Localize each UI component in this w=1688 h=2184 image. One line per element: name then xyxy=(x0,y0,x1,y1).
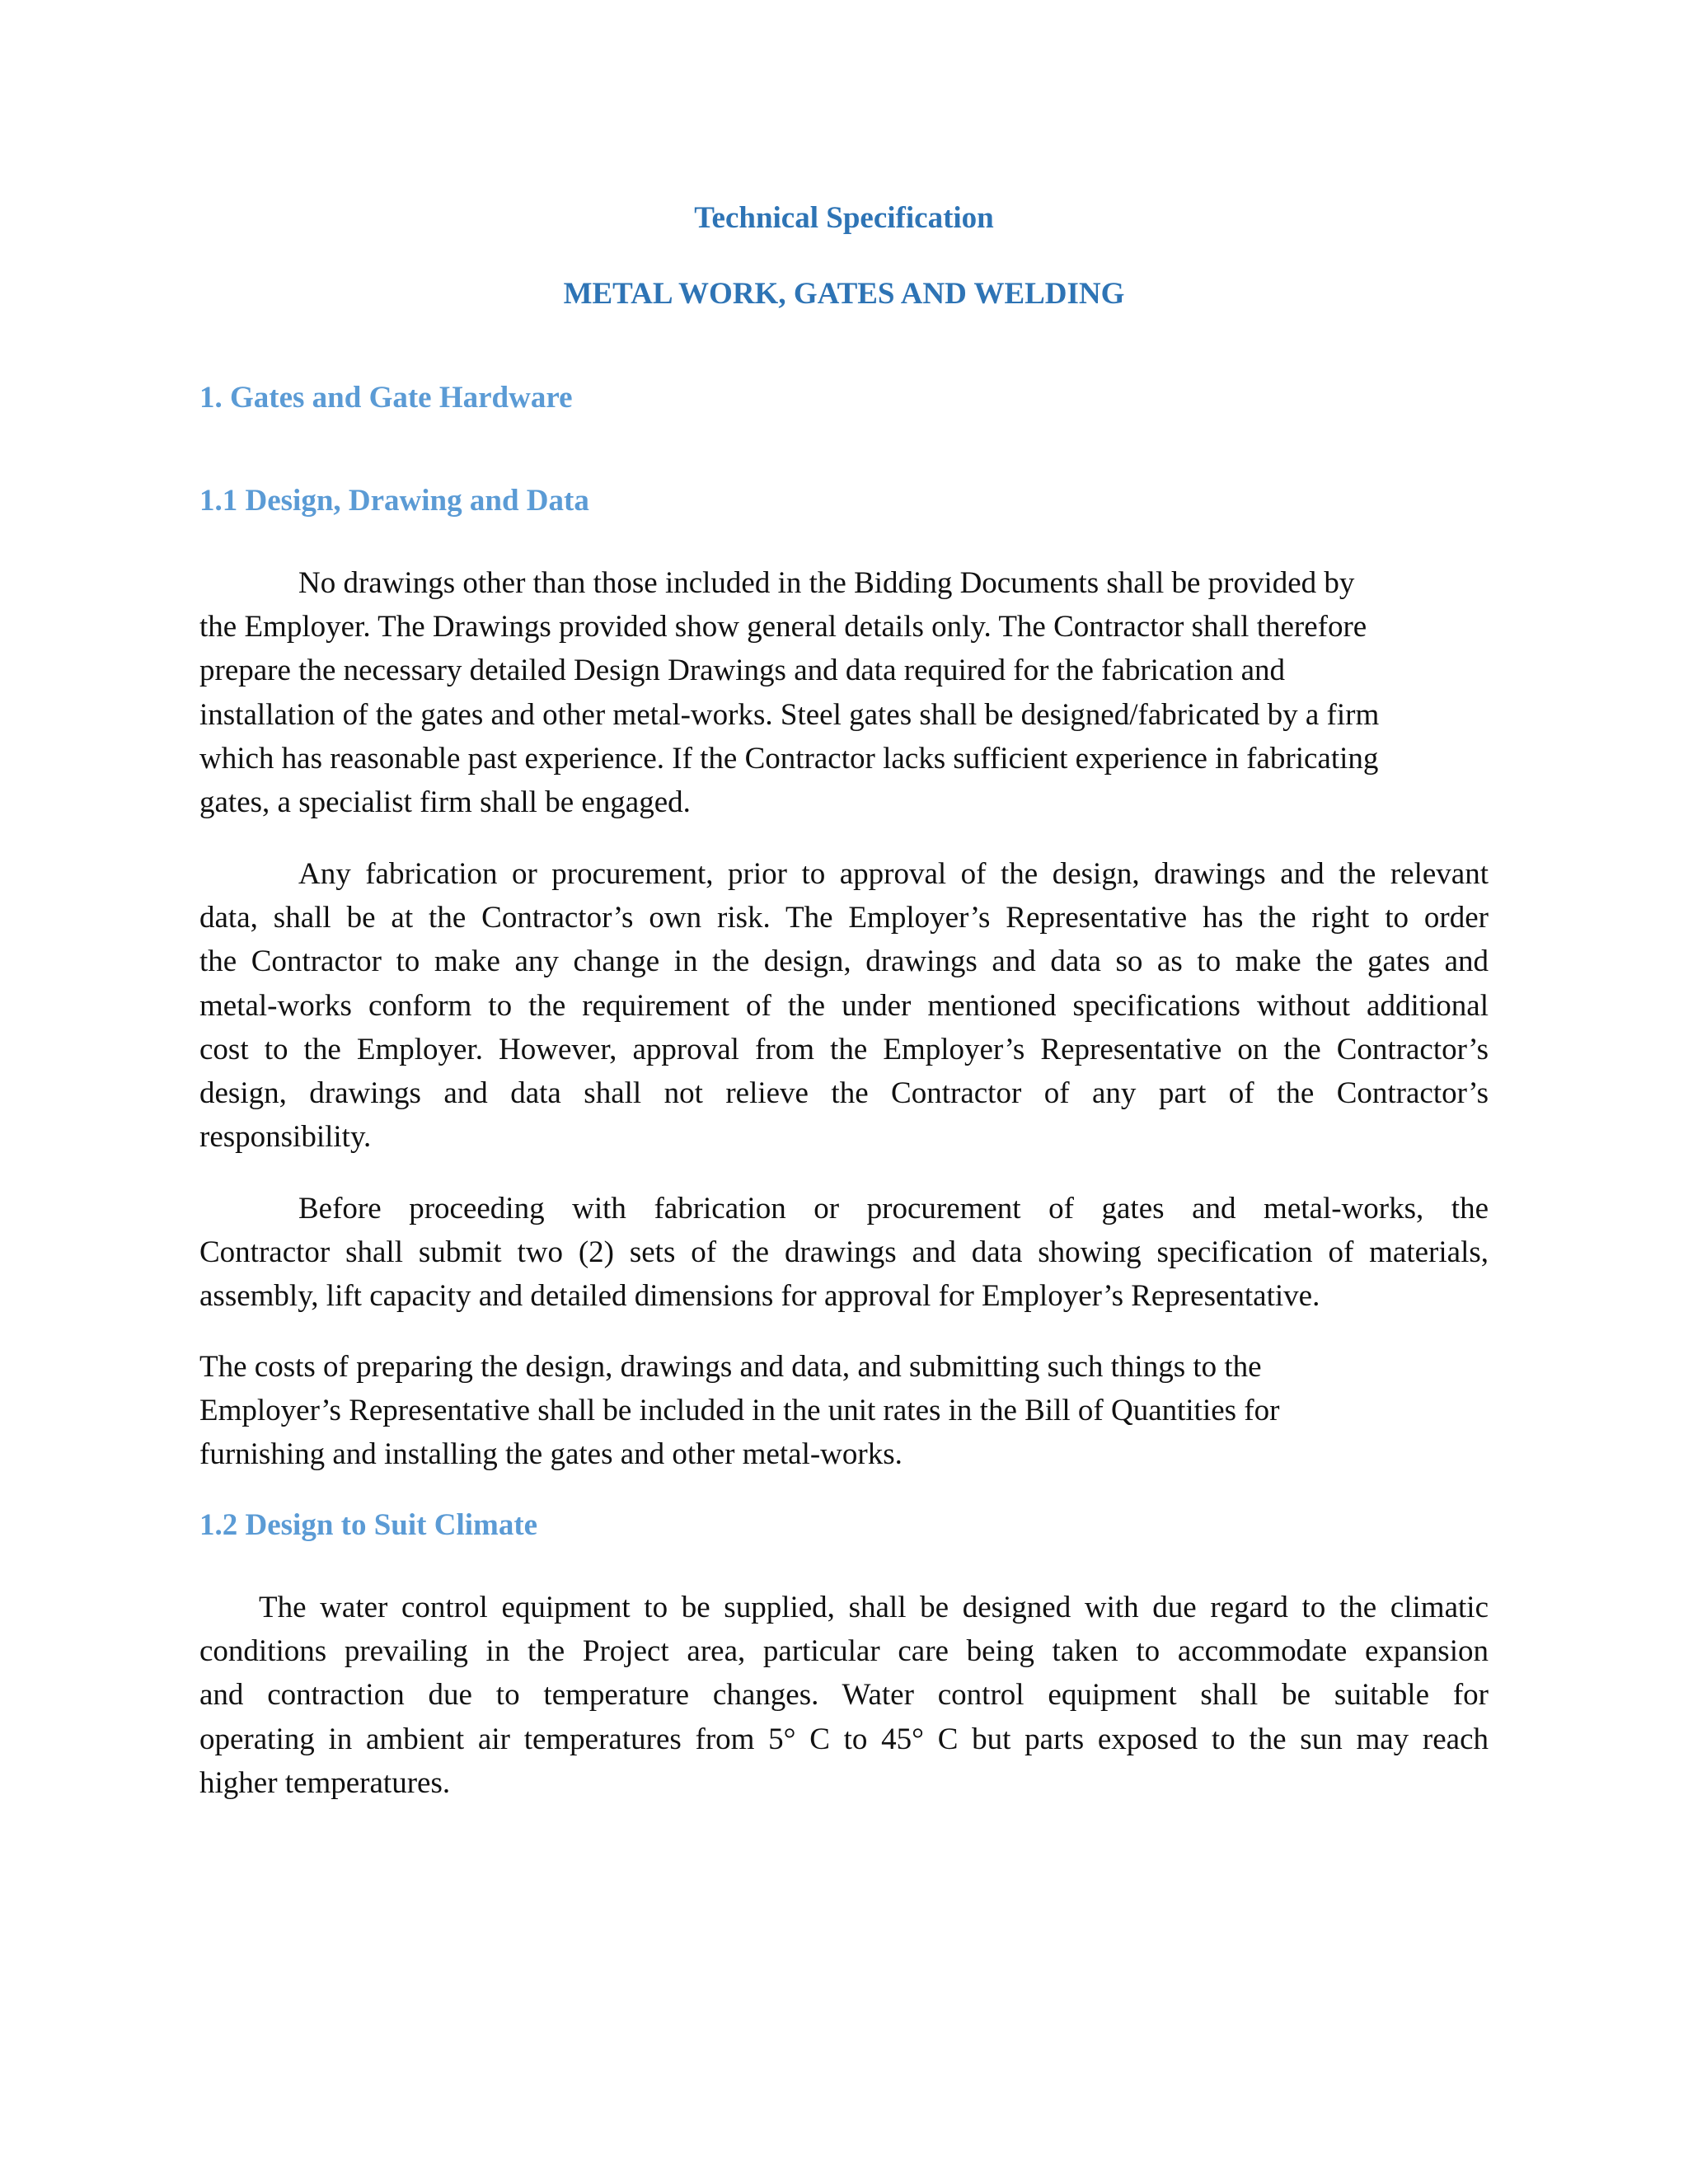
paragraph-line: metal-works conform to the requirement of the under mentioned specifications without additional xyxy=(199,988,1489,1023)
paragraph-line: Employer’s Representative shall be included in the unit rates in the Bill of Quantities for xyxy=(199,1394,1280,1428)
paragraph-line: Before proceeding with fabrication or procurement of gates and metal-works, the xyxy=(298,1192,1489,1226)
paragraph-line: data, shall be at the Contractor’s own risk. The Employer’s Representative has the right to order xyxy=(199,901,1489,935)
paragraph-line: higher temperatures. xyxy=(199,1765,451,1800)
paragraph-line: operating in ambient air temperatures from 5° C to 45° C but parts exposed to the sun may reach xyxy=(199,1722,1489,1756)
paragraph-line: No drawings other than those included in the Bidding Documents shall be provided by xyxy=(298,566,1355,600)
section-heading-design-climate: 1.2 Design to Suit Climate xyxy=(199,1508,538,1542)
paragraph-line: furnishing and installing the gates and other metal-works. xyxy=(199,1437,903,1472)
paragraph-line: Any fabrication or procurement, prior to approval of the design, drawings and the relevant xyxy=(298,857,1489,891)
paragraph-drawings-provided xyxy=(199,561,1489,824)
section-heading-gates-hardware: 1. Gates and Gate Hardware xyxy=(199,381,573,415)
paragraph-line: the Employer. The Drawings provided show general details only. The Contractor shall therefore xyxy=(199,610,1367,644)
paragraph-line: The costs of preparing the design, drawings and data, and submitting such things to the xyxy=(199,1350,1262,1384)
paragraph-line: cost to the Employer. However, approval from the Employer’s Representative on the Contractor’s xyxy=(199,1032,1489,1066)
paragraph-line: the Contractor to make any change in the design, drawings and data so as to make the gates and xyxy=(199,944,1489,979)
paragraph-climate xyxy=(199,1586,1489,1805)
paragraph-costs xyxy=(199,1345,1489,1477)
paragraph-line: design, drawings and data shall not relieve the Contractor of any part of the Contractor’s xyxy=(199,1076,1489,1110)
document-subtitle: METAL WORK, GATES AND WELDING xyxy=(563,277,1125,311)
paragraph-line: prepare the necessary detailed Design Drawings and data required for the fabrication and xyxy=(199,654,1286,688)
paragraph-line: responsibility. xyxy=(199,1120,372,1155)
paragraph-fabrication-risk xyxy=(199,852,1489,1159)
paragraph-line: The water control equipment to be supplied, shall be designed with due regard to the climatic xyxy=(259,1591,1489,1624)
paragraph-line: assembly, lift capacity and detailed dimensions for approval for Employer’s Representative. xyxy=(199,1279,1320,1314)
paragraph-line: installation of the gates and other metal-works. Steel gates shall be designed/fabricated by a firm xyxy=(199,697,1380,732)
paragraph-line: gates, a specialist firm shall be engaged. xyxy=(199,785,691,819)
paragraph-line: which has reasonable past experience. If the Contractor lacks sufficient experience in fabricating xyxy=(199,741,1379,776)
paragraph-submit-drawings xyxy=(199,1187,1489,1319)
paragraph-line: Contractor shall submit two (2) sets of the drawings and data showing specification of materials, xyxy=(199,1235,1489,1270)
document-title: Technical Specification xyxy=(694,201,994,235)
paragraph-line: and contraction due to temperature changes. Water control equipment shall be suitable for xyxy=(199,1678,1489,1713)
paragraph-line: conditions prevailing in the Project area, particular care being taken to accommodate expansion xyxy=(199,1634,1489,1669)
section-heading-design-drawing-data: 1.1 Design, Drawing and Data xyxy=(199,484,589,518)
